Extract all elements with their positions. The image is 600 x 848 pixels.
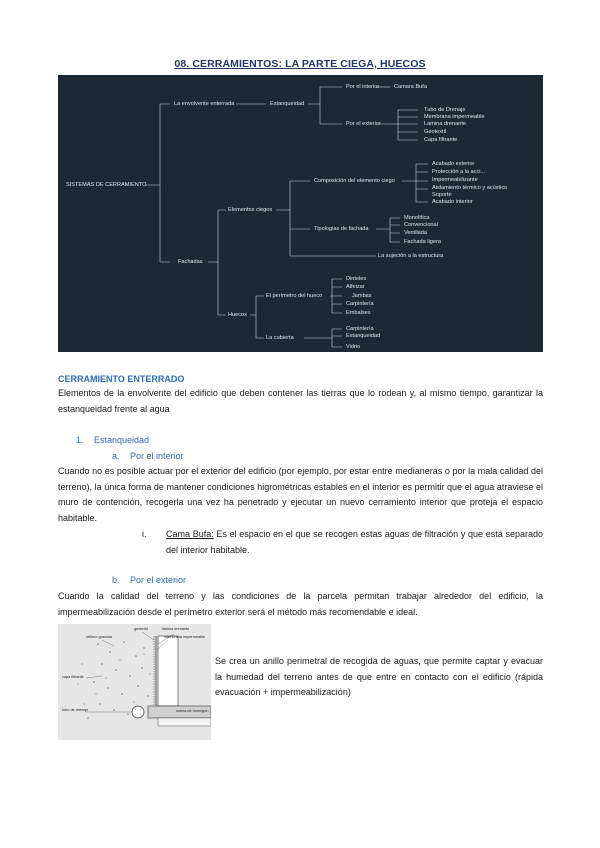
list-roman: i.: [142, 529, 147, 539]
list-letter: a.: [112, 451, 120, 461]
diagram-per-item: Embalses: [346, 310, 371, 316]
paragraph-interior: Cuando no es posible actuar por el exterior del edificio (por ejemplo, por estar entre medianeras o por la mala calidad del terreno), la única forma de mantener condiciones higrométricas estables en el interior es permitir que el agua atraviese el muro de contención, recogerla una vez ha penetrado y ejecutar un nuevo cerramiento interior que proteja el espacio habitable.: [58, 466, 543, 523]
diagram-ext-item: Capa filtrante: [424, 137, 458, 143]
cama-bufa-item: [166, 527, 543, 558]
diagram-ext-item: Geotextil: [424, 129, 447, 135]
diagram-comp-item: Protección a la acci...: [432, 169, 486, 175]
label-solera: solera de hormigón: [176, 709, 209, 713]
diagram-per-item: Carpintería: [346, 301, 374, 307]
diagram-camara-bufa: Camara Bufa: [394, 84, 427, 90]
diagram-tipo-item: Convencional: [404, 222, 438, 228]
heading-por-interior: Por el interior: [130, 451, 184, 461]
concept-map: [58, 75, 543, 352]
diagram-comp-item: Acabado exterior: [432, 161, 475, 167]
diagram-por-exterior: Por el exterior: [346, 121, 381, 127]
label-geotextil: geotextil: [134, 627, 149, 631]
label-tubo-drenaje: tubo de drenaje: [62, 708, 89, 712]
diagram-root: SISTEMAS DE CERRAMIENTO: [66, 182, 147, 188]
drainage-section-drawing: [58, 624, 211, 740]
section-heading: CERRAMIENTO ENTERRADO: [58, 374, 185, 384]
diagram-fachadas: Fachadas: [178, 259, 203, 265]
diagram-tipo-item: Monolítica: [404, 215, 430, 221]
diagram-ext-item: Tubo de Drenaje: [424, 107, 466, 113]
diagram-comp-item: Impermeabilizante: [432, 177, 478, 183]
list-number: 1.: [76, 435, 84, 445]
paragraph-exterior: Cuando la calidad del terreno y las condiciones de la parcela permitan trabajar alrededor del edificio, la impermeabilización desde el perímetro exterior será el método más recomendable e ideal.: [58, 591, 543, 617]
diagram-tipo-item: Ventilada: [404, 230, 428, 236]
diagram-envolvente: La envolvente enterrada: [174, 101, 235, 107]
label-capa-filtrante: capa filtrante: [62, 675, 84, 679]
diagram-perimetro: El perímetro del hueco: [266, 293, 323, 299]
diagram-ext-item: Lamina drenante: [424, 121, 466, 127]
label-lamina-drenante: lámina drenante: [162, 627, 190, 631]
diagram-elementos-ciegos: Elementos ciegos: [228, 207, 273, 213]
diagram-per-item: Dinteles: [346, 276, 367, 282]
diagram-per-item: Alfeizar: [346, 284, 365, 290]
heading-estanqueidad: Estanqueidad: [94, 435, 150, 445]
diagram-tipo-item: Fachada ligera: [404, 239, 442, 245]
heading-por-exterior: Por el exterior: [130, 575, 187, 585]
diagram-cub-item: Estanqueidad: [346, 333, 381, 339]
figure-caption: Se crea un anillo perimetral de recogida de aguas, que permite captar y evacuar la humedad del terreno antes de que entre en contacto con el edificio (rápida evacuación + impermeabilización): [215, 656, 543, 697]
diagram-comp-item: Acabado interior: [432, 199, 473, 205]
page-title: 08. CERRAMIENTOS: LA PARTE CIEGA, HUECOS: [174, 58, 426, 70]
intro-paragraph: Elementos de la envolvente del edificio que deben contener las tierras que lo rodean y, al mismo tiempo, garantizar la estanqueidad frente al agua: [58, 388, 543, 414]
diagram-huecos: Huecos: [228, 312, 247, 318]
diagram-estanqueidad: Estanqueidad: [270, 101, 305, 107]
diagram-cubierta: La cubierta: [266, 335, 294, 341]
diagram-tipologias: Tipologias de fachada: [314, 226, 369, 232]
list-letter: b.: [112, 575, 120, 585]
diagram-comp-item: Aislamiento térmico y acústico: [432, 185, 508, 191]
cama-bufa-term: Cama Bufa:: [166, 529, 214, 539]
diagram-cub-item: Vidrio: [346, 344, 361, 350]
diagram-per-item: Jambas: [352, 293, 372, 299]
diagram-composicion: Composición del elemento ciego: [314, 178, 395, 184]
diagram-ext-item: Membrana impermeable: [424, 114, 485, 120]
diagram-comp-item: Soporte: [432, 192, 452, 198]
diagram-cub-item: Carpintería: [346, 326, 374, 332]
diagram-por-interior: Por el interior: [346, 84, 380, 90]
label-relleno-granular: relleno granular: [86, 635, 113, 639]
label-membrana: membrana impermeable: [164, 635, 206, 639]
diagram-sujecion: La sujeción a la estructura: [378, 253, 444, 259]
cama-bufa-text: Es el espacio en el que se recogen estas aguas de filtración y que está separado del interior habitable.: [166, 529, 543, 555]
drainage-figure: [58, 624, 211, 740]
